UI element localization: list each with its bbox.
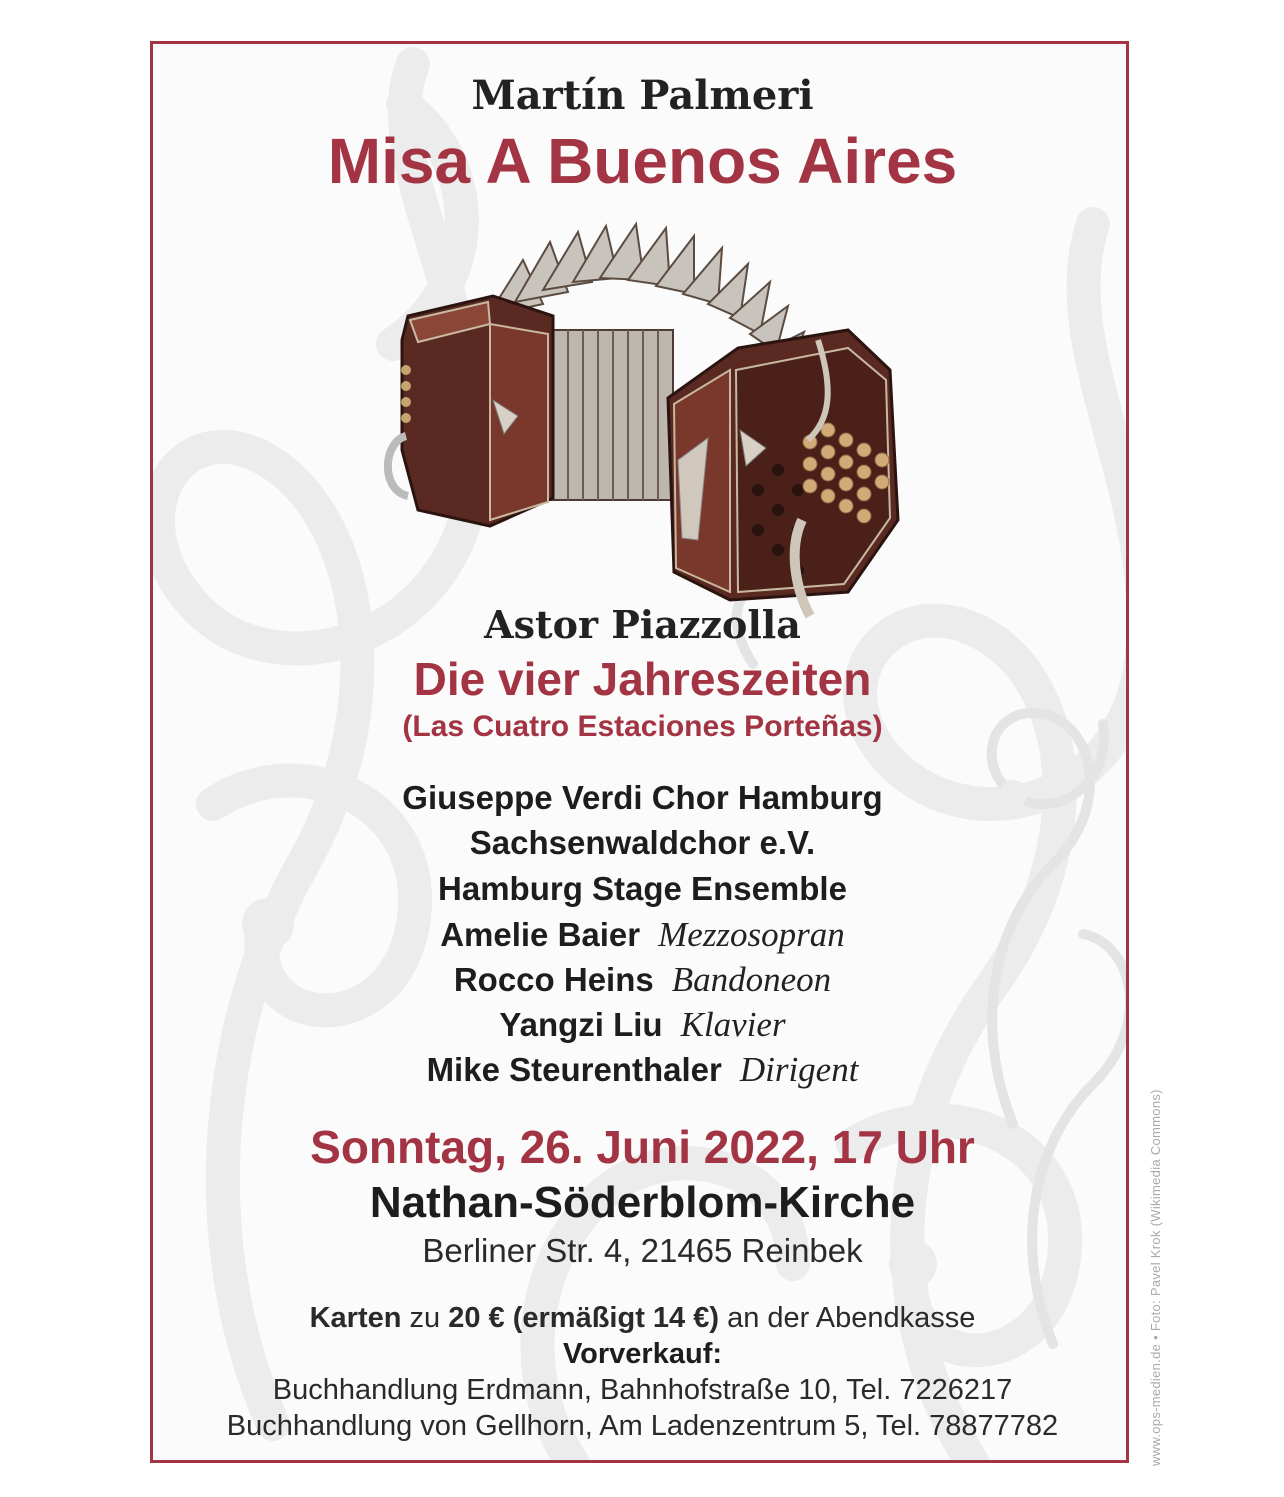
performer-line (153, 915, 1129, 955)
performer-name: Mike Steurenthaler (426, 1051, 722, 1088)
presale-label: Vorverkauf: (562, 1338, 723, 1370)
performer-name: Sachsenwaldchor e.V. (469, 824, 816, 861)
composer-piazzolla: Astor Piazzolla (484, 602, 801, 647)
ticket-info (153, 1302, 1129, 1335)
performer-name: Rocco Heins (453, 961, 654, 998)
event-date: Sonntag, 26. Juni 2022, 17 Uhr (310, 1121, 975, 1173)
performer-role: Bandoneon (671, 960, 832, 999)
ticket-label: Karten (309, 1302, 402, 1334)
bandoneon-photo (378, 220, 918, 620)
work-title-misa: Misa A Buenos Aires (327, 125, 958, 197)
work-title-jahreszeiten: Die vier Jahreszeiten (413, 653, 872, 705)
ticket-price: 20 € (ermäßigt 14 €) (448, 1302, 720, 1334)
venue-address: Berliner Str. 4, 21465 Reinbek (422, 1232, 863, 1269)
presale-shop-1: Buchhandlung Erdmann, Bahnhofstraße 10, Tel. 7226217 (272, 1374, 1013, 1406)
venue-name: Nathan-Söderblom-Kirche (369, 1178, 916, 1227)
performer-line (153, 824, 1129, 862)
performer-role: Mezzosopran (658, 915, 845, 954)
work-subtitle: (Las Cuatro Estaciones Porteñas) (402, 710, 883, 743)
ticket-suffix: an der Abendkasse (727, 1302, 976, 1334)
composer-palmeri: Martín Palmeri (471, 72, 814, 119)
ticket-connector: zu (409, 1302, 441, 1334)
performer-line (153, 960, 1129, 1000)
performer-role: Dirigent (739, 1050, 859, 1089)
poster-frame (150, 41, 1129, 1463)
performer-name: Yangzi Liu (499, 1006, 663, 1043)
photo-credit: www.ops-medien.de • Foto: Pavel Krok (Wikimedia Commons) (1148, 1089, 1163, 1466)
performer-role: Klavier (680, 1005, 786, 1044)
performer-line (153, 1005, 1129, 1045)
performer-line (153, 1050, 1129, 1090)
presale-shop-2: Buchhandlung von Gellhorn, Am Ladenzentrum 5, Tel. 78877782 (226, 1410, 1059, 1442)
performer-name: Hamburg Stage Ensemble (438, 870, 847, 907)
performer-line (153, 779, 1129, 817)
performer-name: Amelie Baier (440, 916, 641, 953)
performer-name: Giuseppe Verdi Chor Hamburg (402, 779, 883, 816)
performer-line (153, 870, 1129, 908)
